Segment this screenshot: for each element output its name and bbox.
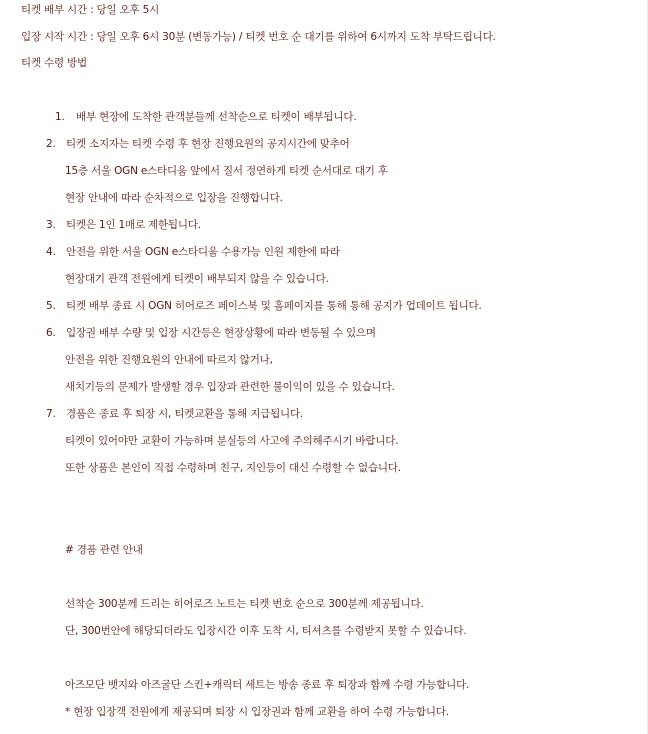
step-2-line-2: 15층 서울 OGN e스타디움 앞에서 질서 정연하게 티켓 순서대로 대기 후 [65,165,388,177]
step-4-number: 4. [46,246,56,258]
step-2-line-1: 티켓 소지자는 티켓 수령 후 현장 진행요원의 공지시간에 맞추어 [66,138,350,150]
prize-line-3: 아즈모단 뱃지와 아즈굴단 스킨+캐릭터 세트는 방송 종료 후 퇴장과 함께 수령 가능합니다. [65,679,470,691]
step-7-number: 7. [46,408,56,420]
step-1-line-1: 배부 현장에 도착한 관객분들께 선착순으로 티켓이 배부됩니다. [76,111,357,123]
step-6-line-3: 새치기등의 문제가 발생할 경우 입장과 관련한 불이익이 있을 수 있습니다. [65,381,395,393]
step-3-line-1: 티켓은 1인 1매로 제한됩니다. [66,219,201,231]
prize-line-1: 선착순 300분께 드리는 히어로즈 노트는 티켓 번호 순으로 300분께 제공됩니다. [65,598,424,610]
step-7-line-1: 경품은 종료 후 퇴장 시, 티켓교환을 통해 지급됩니다. [66,408,304,420]
prize-line-2: 단, 300번안에 해당되더라도 입장시간 이후 도착 시, 티셔츠를 수령받지 못할 수 있습니다. [65,625,467,637]
step-1-number: 1. [55,111,65,123]
step-3-number: 3. [46,219,56,231]
prize-section-title: # 경품 관련 안내 [65,544,143,556]
step-2-line-3: 현장 안내에 따라 순차적으로 입장을 진행합니다. [65,192,283,204]
step-4-line-1: 안전을 위한 서울 OGN e스타디움 수용가능 인원 제한에 따라 [66,246,340,258]
step-5-line-1: 티켓 배부 종료 시 OGN 히어로즈 페이스북 및 홈페이지를 통해 통해 공지가 업데이트 됩니다. [66,300,482,312]
step-6-line-1: 입장권 배부 수량 및 입장 시간등은 현장상황에 따라 변동될 수 있으며 [66,327,376,339]
step-7-line-3: 또한 상품은 본인이 직접 수령하며 친구, 지인등이 대신 수령할 수 없습니다. [65,462,401,474]
step-4-line-2: 현장대기 관객 전원에게 티켓이 배부되지 않을 수 있습니다. [65,273,329,285]
distribution-time: 티켓 배부 시간 : 당일 오후 5시 [21,4,160,16]
step-5-number: 5. [46,300,56,312]
step-6-line-2: 안전을 위한 진행요원의 안내에 따르지 않거나, [65,354,273,366]
prize-line-4: * 현장 입장객 전원에게 제공되며 퇴장 시 입장권과 함께 교환을 하여 수령 가능합니다. [65,706,449,718]
entry-start-time: 입장 시작 시간 : 당일 오후 6시 30분 (변동가능) / 티켓 번호 순 대기를 위하여 6시까지 도착 부탁드립니다. [21,31,496,43]
step-7-line-2: 티켓이 있어야만 교환이 가능하며 분실등의 사고에 주의해주시기 바랍니다. [65,435,399,447]
receive-method-title: 티켓 수령 방법 [21,57,87,69]
step-2-number: 2. [46,138,56,150]
step-6-number: 6. [46,327,56,339]
